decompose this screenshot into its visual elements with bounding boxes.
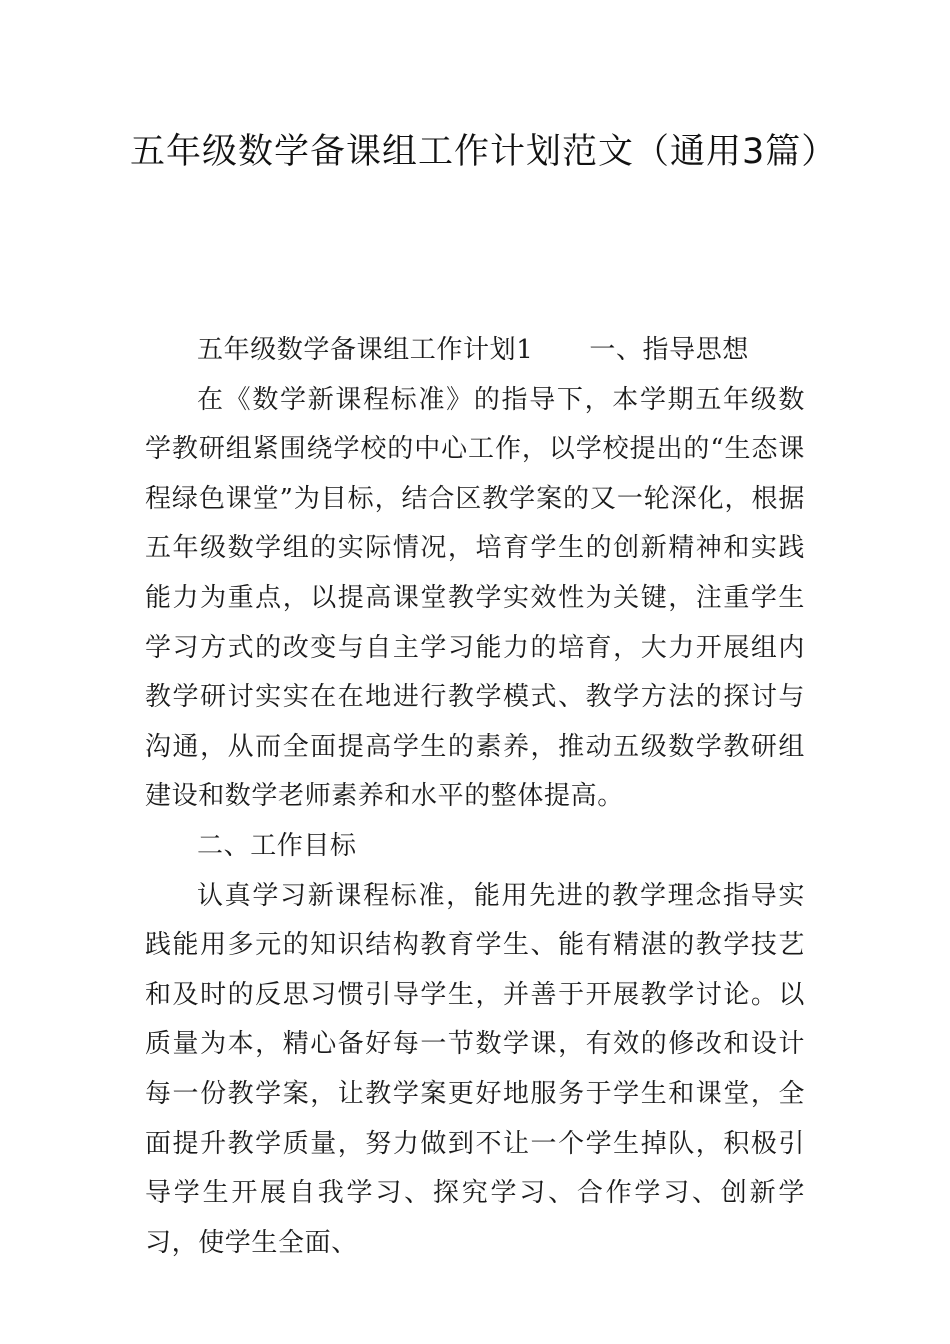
document-title: 五年级数学备课组工作计划范文（通用3篇） [130, 132, 838, 172]
section2-heading: 二、工作目标 [197, 830, 357, 861]
plan-heading-line [145, 326, 805, 376]
section2-paragraph: 认真学习新课程标准，能用先进的教学理念指导实践能用多元的知识结构教育学生、能有精湛的教学技艺和及时的反思习惯引导学生，并善于开展教学讨论。以质量为本，精心备好每一节数学课，有效的修改和设计每一份教学案，让教学案更好地服务于学生和课堂，全面提升教学质量，努力做到不让一个学生掉队，积极引导学生开展自我学习、探究学习、合作学习、创新学习，使学生全面、 [145, 880, 805, 1258]
document-body [145, 326, 805, 1268]
plan-heading: 五年级数学备课组工作计划1 [197, 335, 534, 365]
section1-paragraph: 在《数学新课程标准》的指导下，本学期五年级数学教研组紧围绕学校的中心工作，以学校提出的“生态课程绿色课堂”为目标，结合区教学案的又一轮深化，根据五年级数学组的实际情况，培育学生的创新精神和实践能力为重点，以提高课堂教学实效性为关键，注重学生学习方式的改变与自主学习能力的培育，大力开展组内教学研讨实实在在地进行教学模式、教学方法的探讨与沟通，从而全面提高学生的素养，推动五级数学教研组建设和数学老师素养和水平的整体提高。 [145, 384, 805, 812]
section1-heading: 一、指导思想 [589, 335, 749, 365]
